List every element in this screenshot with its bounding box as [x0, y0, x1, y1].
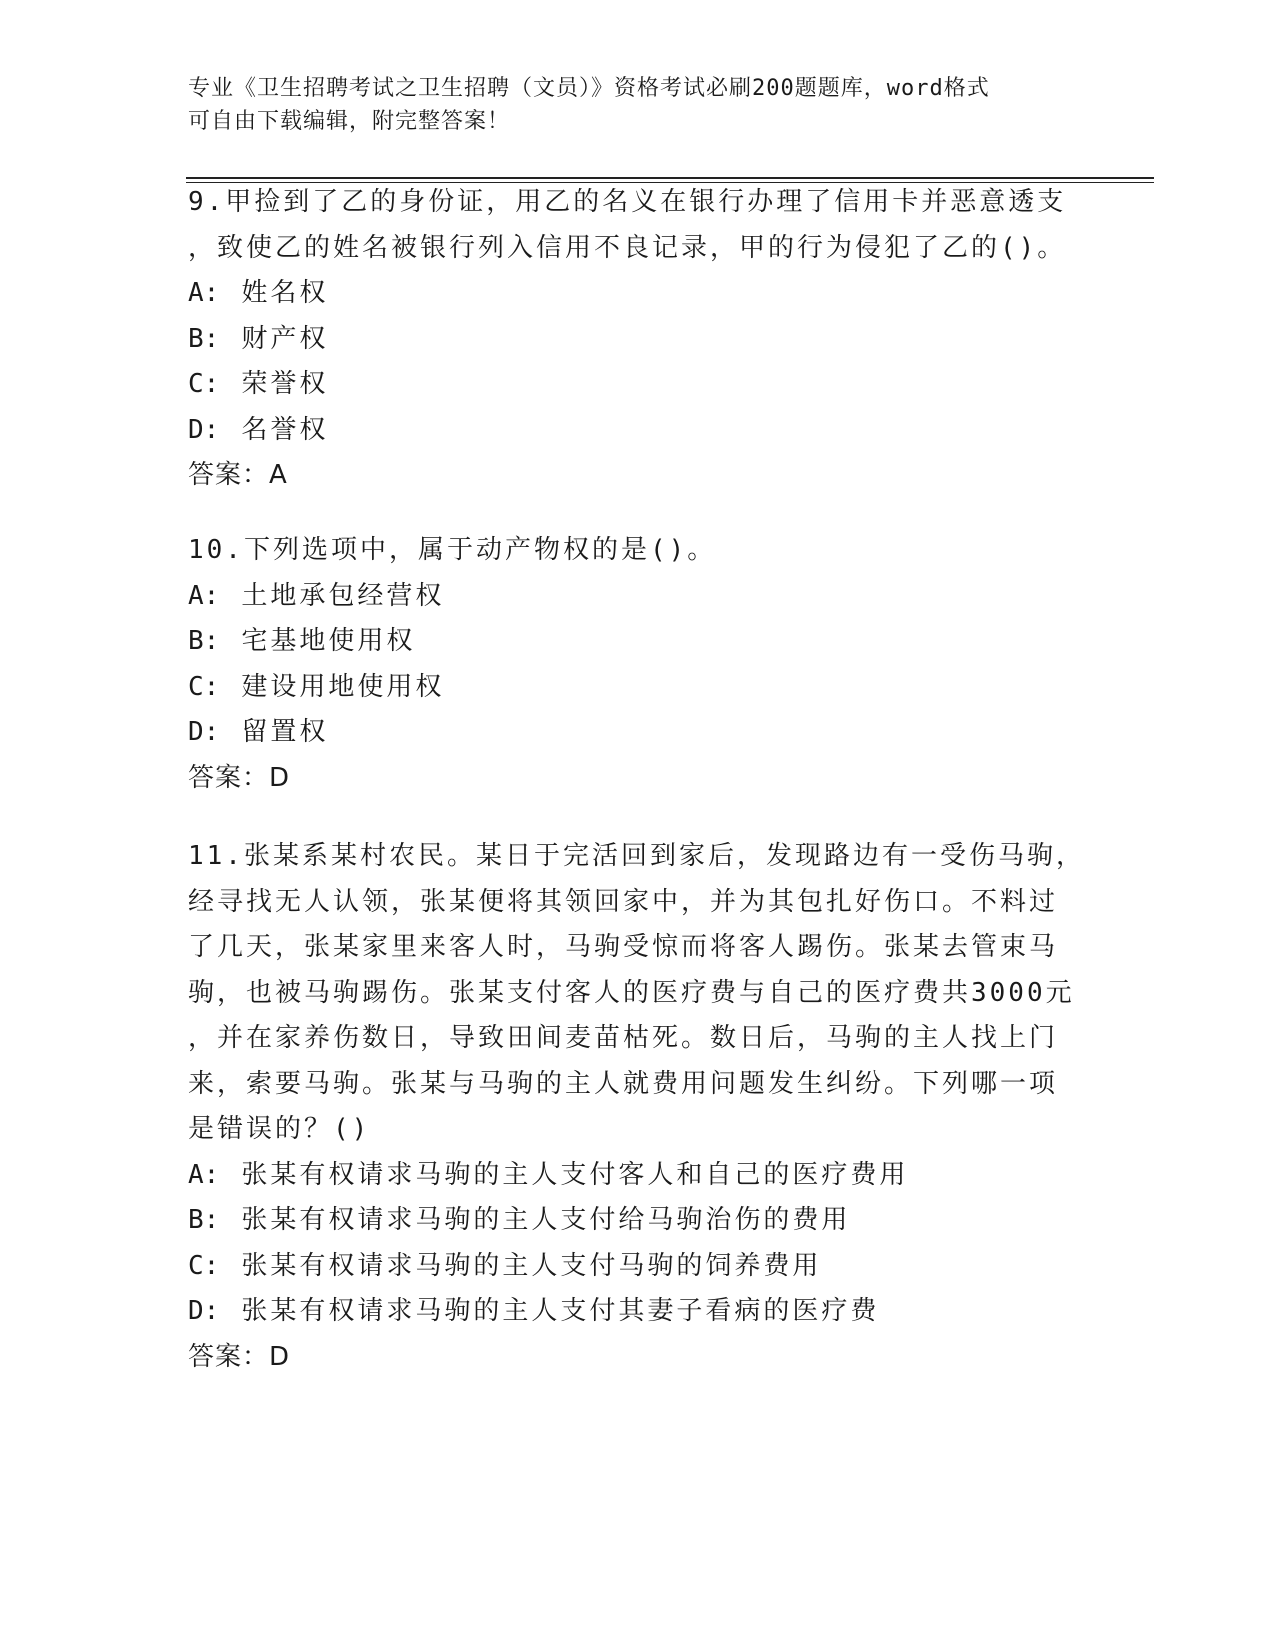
header-divider-thick	[186, 177, 1154, 179]
question-11-option-d: D: 张某有权请求马驹的主人支付其妻子看病的医疗费	[188, 1296, 880, 1326]
question-10-option-b: B: 宅基地使用权	[188, 626, 416, 656]
question-11-line-1: 11.张某系某村农民。某日于完活回到家后，发现路边有一受伤马驹，	[188, 841, 1085, 871]
question-9	[188, 180, 1088, 499]
question-10-option-d: D: 留置权	[188, 717, 329, 747]
question-11-line-7: 是错误的？()	[188, 1114, 371, 1144]
question-11-line-4: 驹，也被马驹踢伤。张某支付客人的医疗费与自己的医疗费共3000元	[188, 977, 1075, 1008]
question-9-line-1: 9.甲捡到了乙的身份证，用乙的名义在银行办理了信用卡并恶意透支	[188, 187, 1067, 217]
question-11-line-2: 经寻找无人认领，张某便将其领回家中，并为其包扎好伤口。不料过	[188, 886, 1059, 917]
question-11	[188, 834, 1088, 1380]
header-line-2: 可自由下载编辑，附完整答案！	[188, 109, 511, 134]
question-11-line-6: 来，索要马驹。张某与马驹的主人就费用问题发生纠纷。下列哪一项	[188, 1068, 1059, 1099]
question-9-option-b: B: 财产权	[188, 323, 329, 354]
question-11-answer: 答案：D	[188, 1341, 291, 1372]
question-11-option-b: B: 张某有权请求马驹的主人支付给马驹治伤的费用	[188, 1205, 851, 1235]
document-header	[188, 72, 1088, 138]
question-10-line-1: 10.下列选项中，属于动产物权的是()。	[188, 535, 717, 565]
question-9-line-2: ，致使乙的姓名被银行列入信用不良记录，甲的行为侵犯了乙的()。	[188, 232, 1067, 263]
question-9-option-d: D: 名誉权	[188, 414, 329, 445]
question-11-line-3: 了几天，张某家里来客人时，马驹受惊而将客人踢伤。张某去管束马	[188, 932, 1059, 962]
question-9-answer: 答案：A	[188, 460, 288, 490]
header-line-1: 专业《卫生招聘考试之卫生招聘（文员）》资格考试必刷200题题库，word格式	[188, 76, 990, 101]
question-9-option-c: C: 荣誉权	[188, 369, 329, 399]
question-10-option-a: A: 土地承包经营权	[188, 580, 445, 611]
question-10	[188, 528, 1088, 801]
question-11-line-5: ，并在家养伤数日，导致田间麦苗枯死。数日后，马驹的主人找上门	[188, 1023, 1059, 1053]
question-9-option-a: A: 姓名权	[188, 278, 329, 308]
question-10-answer: 答案：D	[188, 762, 291, 793]
question-11-option-c: C: 张某有权请求马驹的主人支付马驹的饲养费用	[188, 1250, 822, 1281]
question-10-option-c: C: 建设用地使用权	[188, 671, 445, 702]
question-11-option-a: A: 张某有权请求马驹的主人支付客人和自己的医疗费用	[188, 1159, 909, 1190]
